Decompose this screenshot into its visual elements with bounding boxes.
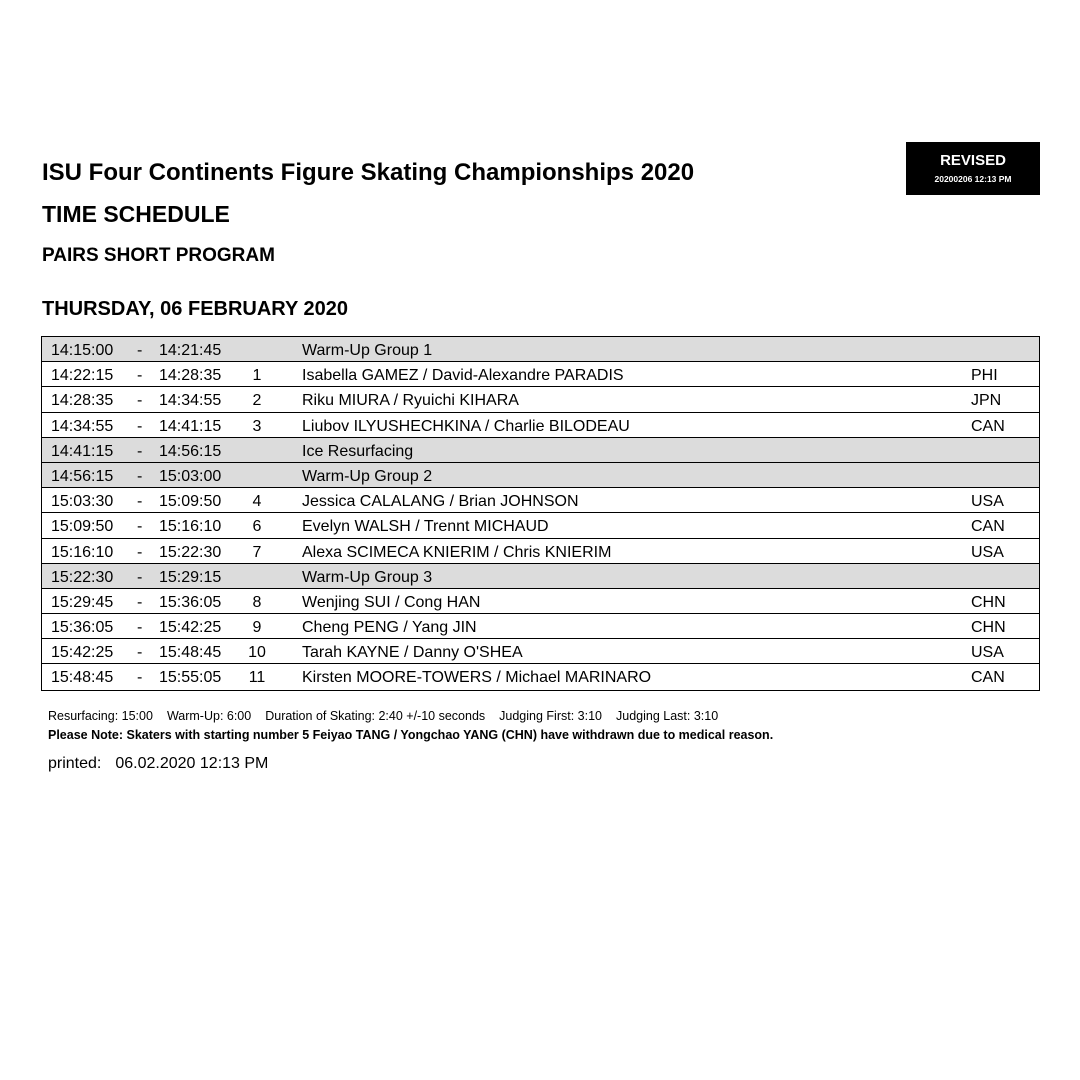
start-time: 15:48:45 — [51, 669, 114, 687]
schedule-row — [42, 413, 1039, 438]
start-time: 14:28:35 — [51, 392, 114, 410]
time-separator: - — [137, 442, 143, 460]
nation-code: CHN — [971, 619, 1006, 637]
entry-description: Kirsten MOORE-TOWERS / Michael MARINARO — [302, 669, 652, 687]
date-heading: THURSDAY, 06 FEBRUARY 2020 — [42, 298, 349, 320]
start-time: 15:16:10 — [51, 543, 114, 561]
start-number: 8 — [252, 593, 262, 611]
schedule-row — [42, 488, 1039, 513]
entry-description: Warm-Up Group 1 — [302, 342, 433, 359]
document-title: ISU Four Continents Figure Skating Championships 2020 — [42, 159, 695, 186]
schedule-row-break — [42, 438, 1039, 463]
nation-code: USA — [971, 644, 1004, 662]
schedule-row — [42, 513, 1039, 538]
start-time: 14:56:15 — [51, 467, 114, 485]
time-separator: - — [137, 543, 143, 561]
start-time: 15:29:45 — [51, 593, 114, 611]
end-time: 15:29:15 — [159, 568, 222, 586]
schedule-row-break — [42, 337, 1039, 362]
end-time: 15:16:10 — [159, 518, 222, 536]
schedule-row-break — [42, 463, 1039, 488]
end-time: 14:21:45 — [159, 342, 222, 359]
entry-description: Warm-Up Group 3 — [302, 568, 433, 586]
time-separator: - — [137, 619, 143, 637]
schedule-table — [41, 336, 1040, 691]
footer-info-item: Resurfacing: 15:00 — [48, 709, 153, 723]
entry-description: Wenjing SUI / Cong HAN — [302, 593, 481, 611]
start-number: 3 — [252, 417, 262, 435]
start-time: 14:41:15 — [51, 442, 114, 460]
schedule-row-break — [42, 564, 1039, 589]
entry-description: Evelyn WALSH / Trennt MICHAUD — [302, 518, 549, 536]
nation-code: CAN — [971, 417, 1005, 435]
start-number: 4 — [252, 493, 262, 511]
schedule-row — [42, 639, 1039, 664]
start-time: 15:09:50 — [51, 518, 114, 536]
nation-code: USA — [971, 543, 1004, 561]
time-separator: - — [137, 467, 143, 485]
end-time: 15:09:50 — [159, 493, 222, 511]
revised-timestamp: 20200206 12:13 PM — [934, 174, 1012, 184]
time-separator: - — [137, 518, 143, 536]
start-time: 15:42:25 — [51, 644, 114, 662]
nation-code: PHI — [971, 367, 998, 385]
nation-code: USA — [971, 493, 1004, 511]
end-time: 14:41:15 — [159, 417, 222, 435]
time-separator: - — [137, 493, 143, 511]
nation-code: CAN — [971, 518, 1005, 536]
time-separator: - — [137, 568, 143, 586]
entry-description: Cheng PENG / Yang JIN — [302, 619, 477, 637]
entry-description: Ice Resurfacing — [302, 442, 414, 460]
entry-description: Alexa SCIMECA KNIERIM / Chris KNIERIM — [302, 543, 612, 561]
end-time: 15:48:45 — [159, 644, 222, 662]
footer-info-item: Judging First: 3:10 — [499, 709, 602, 723]
start-number: 11 — [248, 669, 266, 687]
entry-description: Liubov ILYUSHECHKINA / Charlie BILODEAU — [302, 417, 630, 435]
printed-line — [48, 754, 268, 774]
footer-info-item: Duration of Skating: 2:40 +/-10 seconds — [265, 709, 486, 723]
end-time: 15:42:25 — [159, 619, 222, 637]
start-number: 6 — [252, 518, 262, 536]
start-number: 2 — [252, 392, 262, 410]
schedule-row — [42, 387, 1039, 412]
start-time: 15:22:30 — [51, 568, 114, 586]
nation-code: JPN — [971, 392, 1002, 410]
start-number: 7 — [252, 543, 262, 561]
start-time: 14:34:55 — [51, 417, 114, 435]
printed-label: printed: — [48, 755, 102, 772]
entry-description: Warm-Up Group 2 — [302, 467, 433, 485]
start-number: 10 — [248, 644, 266, 662]
time-separator: - — [137, 367, 143, 385]
time-separator: - — [137, 644, 143, 662]
end-time: 15:36:05 — [159, 593, 222, 611]
time-separator: - — [137, 342, 143, 359]
end-time: 15:03:00 — [159, 467, 222, 485]
footer-info-line — [48, 708, 732, 724]
segment-heading: PAIRS SHORT PROGRAM — [42, 245, 275, 266]
schedule-row — [42, 539, 1039, 564]
schedule-row — [42, 664, 1039, 689]
entry-description: Isabella GAMEZ / David-Alexandre PARADIS — [302, 367, 624, 385]
start-time: 14:15:00 — [51, 342, 114, 359]
schedule-row — [42, 614, 1039, 639]
nation-code: CAN — [971, 669, 1005, 687]
revised-stamp-box — [906, 142, 1040, 195]
withdrawal-note: Please Note: Skaters with starting number 5 Feiyao TANG / Yongchao YANG (CHN) have withdrawn due to medical reason. — [48, 728, 774, 742]
printed-value: 06.02.2020 12:13 PM — [115, 755, 269, 772]
revised-label: REVISED — [940, 152, 1006, 169]
end-time: 15:55:05 — [159, 669, 222, 687]
entry-description: Tarah KAYNE / Danny O'SHEA — [302, 644, 523, 662]
start-time: 15:03:30 — [51, 493, 114, 511]
nation-code: CHN — [971, 593, 1006, 611]
entry-description: Riku MIURA / Ryuichi KIHARA — [302, 392, 519, 410]
end-time: 14:28:35 — [159, 367, 222, 385]
start-time: 15:36:05 — [51, 619, 114, 637]
schedule-row — [42, 362, 1039, 387]
end-time: 15:22:30 — [159, 543, 222, 561]
time-separator: - — [137, 392, 143, 410]
document-subtitle: TIME SCHEDULE — [42, 201, 230, 227]
end-time: 14:34:55 — [159, 392, 222, 410]
start-number: 9 — [252, 619, 262, 637]
end-time: 14:56:15 — [159, 442, 222, 460]
time-separator: - — [137, 669, 143, 687]
schedule-row — [42, 589, 1039, 614]
footer-info-item: Judging Last: 3:10 — [616, 709, 719, 723]
time-separator: - — [137, 417, 143, 435]
start-time: 14:22:15 — [51, 367, 114, 385]
entry-description: Jessica CALALANG / Brian JOHNSON — [302, 493, 579, 511]
time-separator: - — [137, 593, 143, 611]
footer-info-item: Warm-Up: 6:00 — [166, 709, 252, 723]
start-number: 1 — [252, 367, 262, 385]
